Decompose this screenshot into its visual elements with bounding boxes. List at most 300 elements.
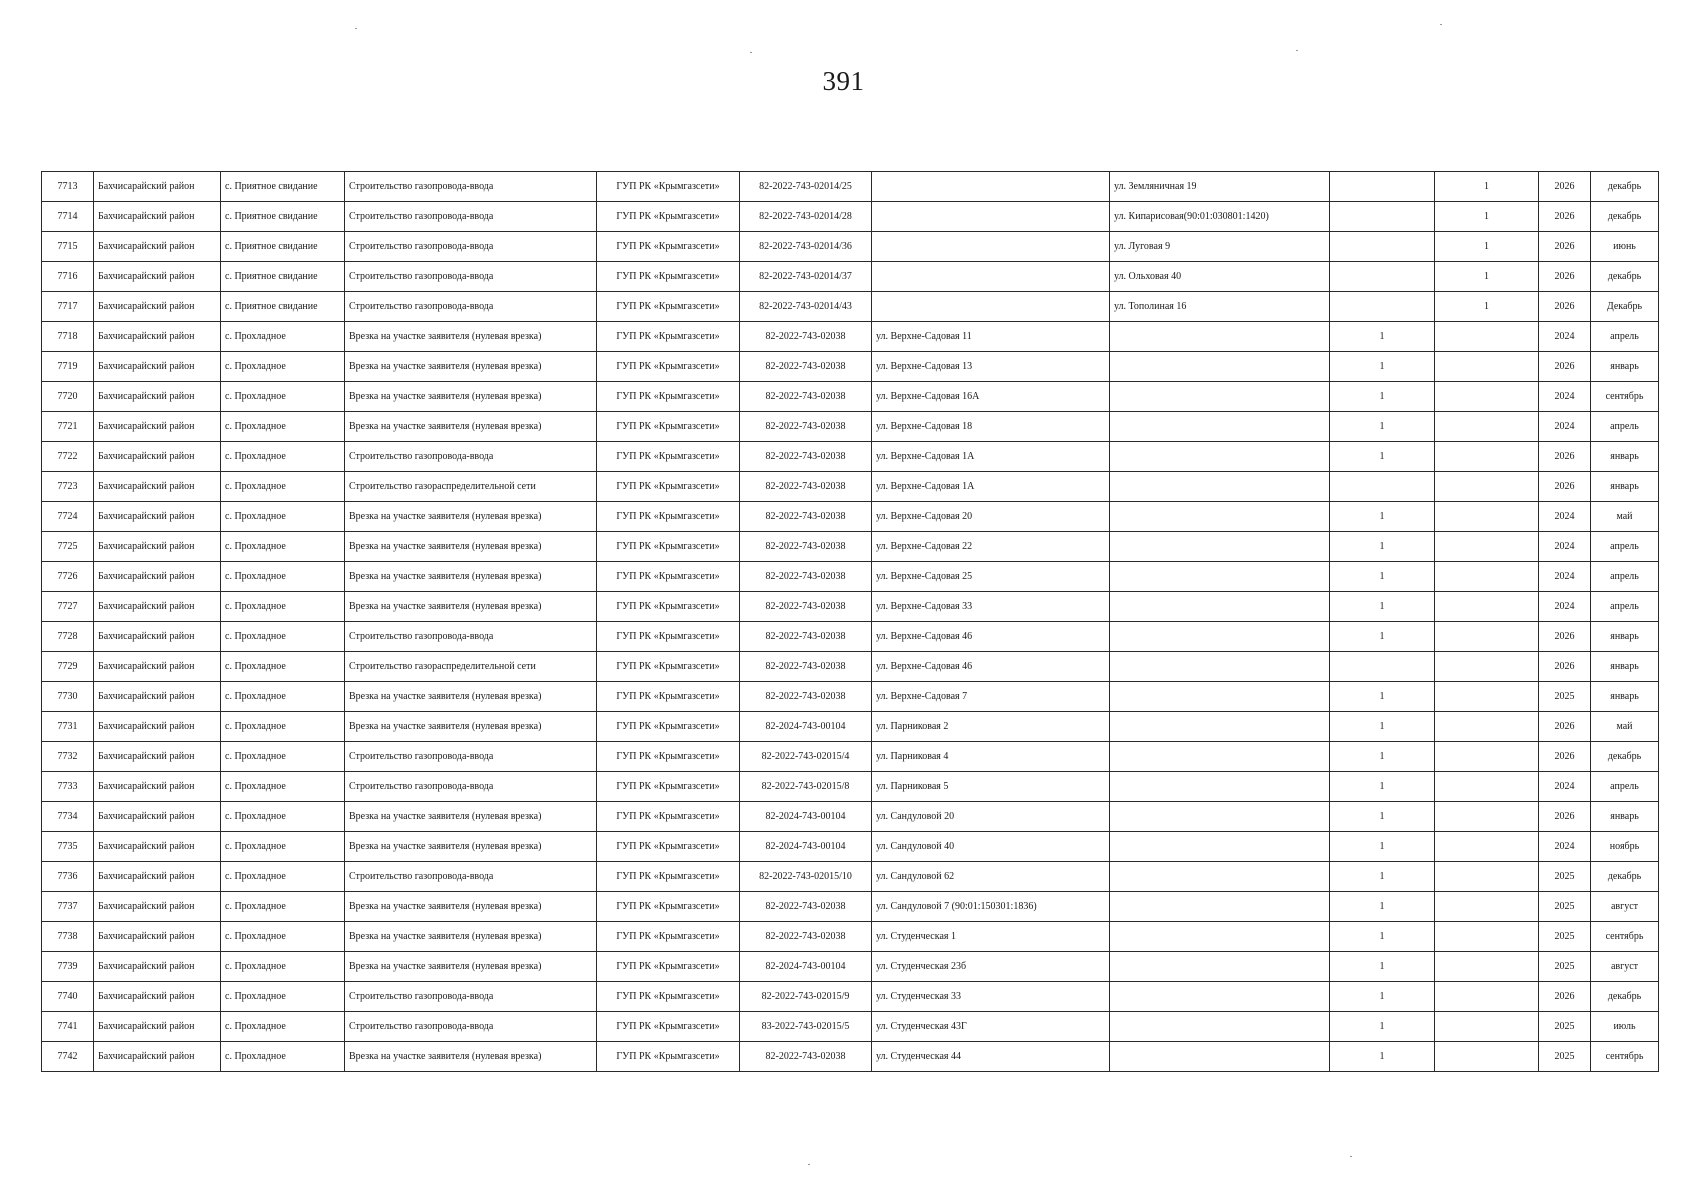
address-alt-cell xyxy=(1110,862,1330,892)
address-alt-cell xyxy=(1110,502,1330,532)
work-type-cell: Врезка на участке заявителя (нулевая врезка) xyxy=(345,682,597,712)
address-cell xyxy=(872,202,1110,232)
address-cell: ул. Студенческая 44 xyxy=(872,1042,1110,1072)
application-code-cell: 82-2024-743-00104 xyxy=(740,832,872,862)
scan-speck xyxy=(1440,24,1442,25)
quantity-alt-cell xyxy=(1435,1012,1539,1042)
year-cell: 2025 xyxy=(1539,1042,1591,1072)
district-cell: Бахчисарайский район xyxy=(94,322,221,352)
settlement-cell: с. Прохладное xyxy=(221,592,345,622)
row-number-cell: 7723 xyxy=(42,472,94,502)
application-code-cell: 82-2022-743-02038 xyxy=(740,352,872,382)
address-alt-cell xyxy=(1110,412,1330,442)
quantity-alt-cell xyxy=(1435,592,1539,622)
month-cell: июнь xyxy=(1591,232,1659,262)
month-cell: август xyxy=(1591,892,1659,922)
district-cell: Бахчисарайский район xyxy=(94,622,221,652)
year-cell: 2026 xyxy=(1539,262,1591,292)
work-type-cell: Врезка на участке заявителя (нулевая врезка) xyxy=(345,382,597,412)
application-code-cell: 82-2022-743-02038 xyxy=(740,412,872,442)
row-number-cell: 7739 xyxy=(42,952,94,982)
month-cell: январь xyxy=(1591,352,1659,382)
application-code-cell: 82-2022-743-02015/10 xyxy=(740,862,872,892)
table-row xyxy=(42,172,1659,202)
organization-cell: ГУП РК «Крымгазсети» xyxy=(597,772,740,802)
work-type-cell: Строительство газопровода-ввода xyxy=(345,262,597,292)
row-number-cell: 7741 xyxy=(42,1012,94,1042)
work-type-cell: Врезка на участке заявителя (нулевая врезка) xyxy=(345,592,597,622)
address-alt-cell xyxy=(1110,742,1330,772)
district-cell: Бахчисарайский район xyxy=(94,442,221,472)
application-code-cell: 82-2022-743-02038 xyxy=(740,562,872,592)
address-alt-cell xyxy=(1110,952,1330,982)
application-code-cell: 82-2022-743-02038 xyxy=(740,382,872,412)
application-code-cell: 82-2022-743-02038 xyxy=(740,622,872,652)
district-cell: Бахчисарайский район xyxy=(94,892,221,922)
quantity-cell: 1 xyxy=(1330,772,1435,802)
organization-cell: ГУП РК «Крымгазсети» xyxy=(597,172,740,202)
application-code-cell: 82-2022-743-02038 xyxy=(740,502,872,532)
table-row xyxy=(42,532,1659,562)
work-type-cell: Врезка на участке заявителя (нулевая врезка) xyxy=(345,532,597,562)
table-row xyxy=(42,622,1659,652)
table-row xyxy=(42,772,1659,802)
quantity-alt-cell xyxy=(1435,1042,1539,1072)
address-cell: ул. Студенческая 23б xyxy=(872,952,1110,982)
year-cell: 2024 xyxy=(1539,382,1591,412)
address-cell xyxy=(872,292,1110,322)
settlement-cell: с. Прохладное xyxy=(221,772,345,802)
organization-cell: ГУП РК «Крымгазсети» xyxy=(597,742,740,772)
application-code-cell: 82-2024-743-00104 xyxy=(740,712,872,742)
month-cell: январь xyxy=(1591,442,1659,472)
organization-cell: ГУП РК «Крымгазсети» xyxy=(597,1042,740,1072)
quantity-alt-cell xyxy=(1435,382,1539,412)
quantity-alt-cell: 1 xyxy=(1435,202,1539,232)
address-cell: ул. Сандуловой 7 (90:01:150301:1836) xyxy=(872,892,1110,922)
organization-cell: ГУП РК «Крымгазсети» xyxy=(597,712,740,742)
work-type-cell: Строительство газопровода-ввода xyxy=(345,292,597,322)
quantity-alt-cell xyxy=(1435,772,1539,802)
district-cell: Бахчисарайский район xyxy=(94,532,221,562)
settlement-cell: с. Приятное свидание xyxy=(221,172,345,202)
month-cell: декабрь xyxy=(1591,262,1659,292)
application-code-cell: 82-2022-743-02014/43 xyxy=(740,292,872,322)
settlement-cell: с. Прохладное xyxy=(221,1012,345,1042)
organization-cell: ГУП РК «Крымгазсети» xyxy=(597,922,740,952)
year-cell: 2025 xyxy=(1539,952,1591,982)
address-alt-cell xyxy=(1110,832,1330,862)
quantity-alt-cell xyxy=(1435,952,1539,982)
address-alt-cell xyxy=(1110,772,1330,802)
quantity-alt-cell xyxy=(1435,442,1539,472)
settlement-cell: с. Приятное свидание xyxy=(221,232,345,262)
quantity-alt-cell xyxy=(1435,742,1539,772)
quantity-cell: 1 xyxy=(1330,952,1435,982)
quantity-alt-cell xyxy=(1435,412,1539,442)
address-cell: ул. Парниковая 5 xyxy=(872,772,1110,802)
quantity-cell xyxy=(1330,262,1435,292)
year-cell: 2025 xyxy=(1539,922,1591,952)
table-row xyxy=(42,802,1659,832)
quantity-alt-cell: 1 xyxy=(1435,232,1539,262)
work-type-cell: Строительство газопровода-ввода xyxy=(345,742,597,772)
work-type-cell: Врезка на участке заявителя (нулевая врезка) xyxy=(345,412,597,442)
work-type-cell: Врезка на участке заявителя (нулевая врезка) xyxy=(345,712,597,742)
application-code-cell: 82-2024-743-00104 xyxy=(740,802,872,832)
address-cell: ул. Парниковая 4 xyxy=(872,742,1110,772)
month-cell: ноябрь xyxy=(1591,832,1659,862)
application-code-cell: 82-2022-743-02015/9 xyxy=(740,982,872,1012)
settlement-cell: с. Прохладное xyxy=(221,562,345,592)
table-row xyxy=(42,562,1659,592)
quantity-alt-cell xyxy=(1435,652,1539,682)
quantity-cell: 1 xyxy=(1330,352,1435,382)
month-cell: апрель xyxy=(1591,592,1659,622)
month-cell: январь xyxy=(1591,802,1659,832)
address-cell: ул. Верхне-Садовая 11 xyxy=(872,322,1110,352)
settlement-cell: с. Прохладное xyxy=(221,502,345,532)
month-cell: январь xyxy=(1591,652,1659,682)
table-body xyxy=(42,172,1659,1072)
work-type-cell: Строительство газопровода-ввода xyxy=(345,232,597,262)
settlement-cell: с. Приятное свидание xyxy=(221,202,345,232)
organization-cell: ГУП РК «Крымгазсети» xyxy=(597,862,740,892)
quantity-alt-cell xyxy=(1435,472,1539,502)
settlement-cell: с. Прохладное xyxy=(221,802,345,832)
settlement-cell: с. Приятное свидание xyxy=(221,262,345,292)
organization-cell: ГУП РК «Крымгазсети» xyxy=(597,502,740,532)
year-cell: 2024 xyxy=(1539,832,1591,862)
settlement-cell: с. Прохладное xyxy=(221,472,345,502)
district-cell: Бахчисарайский район xyxy=(94,352,221,382)
scan-speck xyxy=(750,52,752,53)
work-type-cell: Строительство газопровода-ввода xyxy=(345,772,597,802)
year-cell: 2026 xyxy=(1539,292,1591,322)
month-cell: май xyxy=(1591,712,1659,742)
address-alt-cell xyxy=(1110,322,1330,352)
page-number: 391 xyxy=(822,66,865,96)
address-cell: ул. Верхне-Садовая 18 xyxy=(872,412,1110,442)
year-cell: 2026 xyxy=(1539,472,1591,502)
work-type-cell: Строительство газораспределительной сети xyxy=(345,472,597,502)
quantity-cell: 1 xyxy=(1330,382,1435,412)
organization-cell: ГУП РК «Крымгазсети» xyxy=(597,562,740,592)
quantity-cell: 1 xyxy=(1330,982,1435,1012)
settlement-cell: с. Прохладное xyxy=(221,952,345,982)
table-row xyxy=(42,442,1659,472)
address-alt-cell xyxy=(1110,472,1330,502)
settlement-cell: с. Прохладное xyxy=(221,352,345,382)
district-cell: Бахчисарайский район xyxy=(94,922,221,952)
quantity-cell xyxy=(1330,292,1435,322)
work-type-cell: Строительство газопровода-ввода xyxy=(345,982,597,1012)
table-row xyxy=(42,352,1659,382)
quantity-cell xyxy=(1330,652,1435,682)
settlement-cell: с. Прохладное xyxy=(221,652,345,682)
application-code-cell: 82-2022-743-02038 xyxy=(740,442,872,472)
year-cell: 2024 xyxy=(1539,772,1591,802)
month-cell: апрель xyxy=(1591,772,1659,802)
address-cell xyxy=(872,172,1110,202)
organization-cell: ГУП РК «Крымгазсети» xyxy=(597,292,740,322)
scan-speck xyxy=(1296,50,1298,51)
scan-speck xyxy=(1350,1156,1352,1157)
district-cell: Бахчисарайский район xyxy=(94,382,221,412)
year-cell: 2024 xyxy=(1539,502,1591,532)
row-number-cell: 7716 xyxy=(42,262,94,292)
address-cell: ул. Верхне-Садовая 46 xyxy=(872,652,1110,682)
district-cell: Бахчисарайский район xyxy=(94,1042,221,1072)
year-cell: 2026 xyxy=(1539,442,1591,472)
organization-cell: ГУП РК «Крымгазсети» xyxy=(597,682,740,712)
organization-cell: ГУП РК «Крымгазсети» xyxy=(597,832,740,862)
quantity-alt-cell xyxy=(1435,352,1539,382)
row-number-cell: 7731 xyxy=(42,712,94,742)
organization-cell: ГУП РК «Крымгазсети» xyxy=(597,532,740,562)
table-row xyxy=(42,652,1659,682)
year-cell: 2025 xyxy=(1539,862,1591,892)
table-row xyxy=(42,592,1659,622)
table-row xyxy=(42,502,1659,532)
organization-cell: ГУП РК «Крымгазсети» xyxy=(597,262,740,292)
quantity-cell: 1 xyxy=(1330,322,1435,352)
month-cell: сентябрь xyxy=(1591,1042,1659,1072)
organization-cell: ГУП РК «Крымгазсети» xyxy=(597,322,740,352)
address-cell: ул. Верхне-Садовая 7 xyxy=(872,682,1110,712)
quantity-alt-cell: 1 xyxy=(1435,292,1539,322)
work-type-cell: Строительство газопровода-ввода xyxy=(345,202,597,232)
settlement-cell: с. Прохладное xyxy=(221,712,345,742)
quantity-alt-cell xyxy=(1435,682,1539,712)
row-number-cell: 7738 xyxy=(42,922,94,952)
row-number-cell: 7726 xyxy=(42,562,94,592)
address-alt-cell xyxy=(1110,712,1330,742)
quantity-alt-cell xyxy=(1435,802,1539,832)
organization-cell: ГУП РК «Крымгазсети» xyxy=(597,1012,740,1042)
table-row xyxy=(42,712,1659,742)
table-row xyxy=(42,832,1659,862)
quantity-cell xyxy=(1330,172,1435,202)
month-cell: январь xyxy=(1591,682,1659,712)
settlement-cell: с. Прохладное xyxy=(221,412,345,442)
application-code-cell: 82-2022-743-02014/36 xyxy=(740,232,872,262)
quantity-alt-cell xyxy=(1435,322,1539,352)
month-cell: декабрь xyxy=(1591,862,1659,892)
organization-cell: ГУП РК «Крымгазсети» xyxy=(597,652,740,682)
district-cell: Бахчисарайский район xyxy=(94,472,221,502)
year-cell: 2026 xyxy=(1539,352,1591,382)
address-alt-cell xyxy=(1110,922,1330,952)
address-cell: ул. Верхне-Садовая 1А xyxy=(872,442,1110,472)
organization-cell: ГУП РК «Крымгазсети» xyxy=(597,952,740,982)
year-cell: 2026 xyxy=(1539,742,1591,772)
address-cell: ул. Верхне-Садовая 46 xyxy=(872,622,1110,652)
organization-cell: ГУП РК «Крымгазсети» xyxy=(597,982,740,1012)
address-alt-cell xyxy=(1110,532,1330,562)
organization-cell: ГУП РК «Крымгазсети» xyxy=(597,352,740,382)
quantity-cell: 1 xyxy=(1330,862,1435,892)
row-number-cell: 7724 xyxy=(42,502,94,532)
table-row xyxy=(42,322,1659,352)
quantity-cell xyxy=(1330,202,1435,232)
address-alt-cell: ул. Ольховая 40 xyxy=(1110,262,1330,292)
work-type-cell: Строительство газораспределительной сети xyxy=(345,652,597,682)
address-alt-cell xyxy=(1110,1042,1330,1072)
table-row xyxy=(42,862,1659,892)
row-number-cell: 7715 xyxy=(42,232,94,262)
table-row xyxy=(42,472,1659,502)
month-cell: апрель xyxy=(1591,412,1659,442)
settlement-cell: с. Прохладное xyxy=(221,832,345,862)
application-code-cell: 82-2022-743-02038 xyxy=(740,682,872,712)
quantity-cell: 1 xyxy=(1330,922,1435,952)
quantity-alt-cell xyxy=(1435,502,1539,532)
address-alt-cell xyxy=(1110,1012,1330,1042)
address-cell: ул. Верхне-Садовая 16А xyxy=(872,382,1110,412)
year-cell: 2025 xyxy=(1539,682,1591,712)
year-cell: 2026 xyxy=(1539,982,1591,1012)
settlement-cell: с. Прохладное xyxy=(221,322,345,352)
address-cell: ул. Верхне-Садовая 25 xyxy=(872,562,1110,592)
settlement-cell: с. Прохладное xyxy=(221,982,345,1012)
quantity-alt-cell: 1 xyxy=(1435,262,1539,292)
row-number-cell: 7713 xyxy=(42,172,94,202)
work-type-cell: Строительство газопровода-ввода xyxy=(345,172,597,202)
quantity-alt-cell xyxy=(1435,532,1539,562)
table-row xyxy=(42,1042,1659,1072)
table-row xyxy=(42,952,1659,982)
table-row xyxy=(42,982,1659,1012)
district-cell: Бахчисарайский район xyxy=(94,592,221,622)
work-type-cell: Строительство газопровода-ввода xyxy=(345,622,597,652)
row-number-cell: 7721 xyxy=(42,412,94,442)
quantity-cell: 1 xyxy=(1330,802,1435,832)
quantity-alt-cell xyxy=(1435,832,1539,862)
quantity-alt-cell: 1 xyxy=(1435,172,1539,202)
row-number-cell: 7730 xyxy=(42,682,94,712)
address-cell: ул. Верхне-Садовая 1А xyxy=(872,472,1110,502)
application-code-cell: 82-2022-743-02015/4 xyxy=(740,742,872,772)
table-row xyxy=(42,232,1659,262)
year-cell: 2025 xyxy=(1539,1012,1591,1042)
address-alt-cell xyxy=(1110,982,1330,1012)
district-cell: Бахчисарайский район xyxy=(94,832,221,862)
address-alt-cell xyxy=(1110,562,1330,592)
district-cell: Бахчисарайский район xyxy=(94,262,221,292)
quantity-cell: 1 xyxy=(1330,412,1435,442)
address-alt-cell xyxy=(1110,802,1330,832)
month-cell: декабрь xyxy=(1591,982,1659,1012)
district-cell: Бахчисарайский район xyxy=(94,202,221,232)
organization-cell: ГУП РК «Крымгазсети» xyxy=(597,412,740,442)
quantity-cell xyxy=(1330,472,1435,502)
district-cell: Бахчисарайский район xyxy=(94,862,221,892)
table-row xyxy=(42,922,1659,952)
application-code-cell: 82-2022-743-02014/25 xyxy=(740,172,872,202)
address-alt-cell: ул. Земляничная 19 xyxy=(1110,172,1330,202)
application-code-cell: 82-2022-743-02014/28 xyxy=(740,202,872,232)
application-code-cell: 82-2022-743-02014/37 xyxy=(740,262,872,292)
quantity-alt-cell xyxy=(1435,892,1539,922)
quantity-alt-cell xyxy=(1435,622,1539,652)
year-cell: 2024 xyxy=(1539,532,1591,562)
address-alt-cell: ул. Кипарисовая(90:01:030801:1420) xyxy=(1110,202,1330,232)
address-cell: ул. Студенческая 43Г xyxy=(872,1012,1110,1042)
address-alt-cell: ул. Луговая 9 xyxy=(1110,232,1330,262)
month-cell: апрель xyxy=(1591,532,1659,562)
address-alt-cell xyxy=(1110,682,1330,712)
address-cell: ул. Сандуловой 20 xyxy=(872,802,1110,832)
row-number-cell: 7714 xyxy=(42,202,94,232)
row-number-cell: 7722 xyxy=(42,442,94,472)
application-code-cell: 82-2022-743-02038 xyxy=(740,892,872,922)
month-cell: июль xyxy=(1591,1012,1659,1042)
address-alt-cell xyxy=(1110,382,1330,412)
district-cell: Бахчисарайский район xyxy=(94,502,221,532)
table-row xyxy=(42,412,1659,442)
month-cell: май xyxy=(1591,502,1659,532)
address-cell: ул. Сандуловой 62 xyxy=(872,862,1110,892)
quantity-cell: 1 xyxy=(1330,562,1435,592)
address-alt-cell xyxy=(1110,622,1330,652)
row-number-cell: 7728 xyxy=(42,622,94,652)
year-cell: 2026 xyxy=(1539,622,1591,652)
table-row xyxy=(42,892,1659,922)
settlement-cell: с. Прохладное xyxy=(221,532,345,562)
month-cell: август xyxy=(1591,952,1659,982)
table-row xyxy=(42,202,1659,232)
registry-table xyxy=(41,171,1659,1072)
table-row xyxy=(42,742,1659,772)
application-code-cell: 82-2022-743-02038 xyxy=(740,1042,872,1072)
application-code-cell: 83-2022-743-02015/5 xyxy=(740,1012,872,1042)
year-cell: 2026 xyxy=(1539,232,1591,262)
table-row xyxy=(42,262,1659,292)
quantity-cell: 1 xyxy=(1330,592,1435,622)
quantity-cell: 1 xyxy=(1330,502,1435,532)
organization-cell: ГУП РК «Крымгазсети» xyxy=(597,472,740,502)
quantity-cell: 1 xyxy=(1330,832,1435,862)
organization-cell: ГУП РК «Крымгазсети» xyxy=(597,622,740,652)
district-cell: Бахчисарайский район xyxy=(94,982,221,1012)
organization-cell: ГУП РК «Крымгазсети» xyxy=(597,592,740,622)
district-cell: Бахчисарайский район xyxy=(94,292,221,322)
work-type-cell: Врезка на участке заявителя (нулевая врезка) xyxy=(345,1042,597,1072)
address-alt-cell xyxy=(1110,592,1330,622)
address-cell xyxy=(872,232,1110,262)
application-code-cell: 82-2022-743-02038 xyxy=(740,592,872,622)
quantity-alt-cell xyxy=(1435,922,1539,952)
settlement-cell: с. Прохладное xyxy=(221,1042,345,1072)
work-type-cell: Строительство газопровода-ввода xyxy=(345,1012,597,1042)
row-number-cell: 7736 xyxy=(42,862,94,892)
row-number-cell: 7740 xyxy=(42,982,94,1012)
row-number-cell: 7732 xyxy=(42,742,94,772)
month-cell: сентябрь xyxy=(1591,922,1659,952)
district-cell: Бахчисарайский район xyxy=(94,562,221,592)
quantity-cell: 1 xyxy=(1330,682,1435,712)
organization-cell: ГУП РК «Крымгазсети» xyxy=(597,382,740,412)
table-row xyxy=(42,292,1659,322)
quantity-cell: 1 xyxy=(1330,742,1435,772)
quantity-alt-cell xyxy=(1435,862,1539,892)
year-cell: 2026 xyxy=(1539,652,1591,682)
row-number-cell: 7742 xyxy=(42,1042,94,1072)
month-cell: декабрь xyxy=(1591,742,1659,772)
quantity-cell: 1 xyxy=(1330,532,1435,562)
quantity-alt-cell xyxy=(1435,982,1539,1012)
